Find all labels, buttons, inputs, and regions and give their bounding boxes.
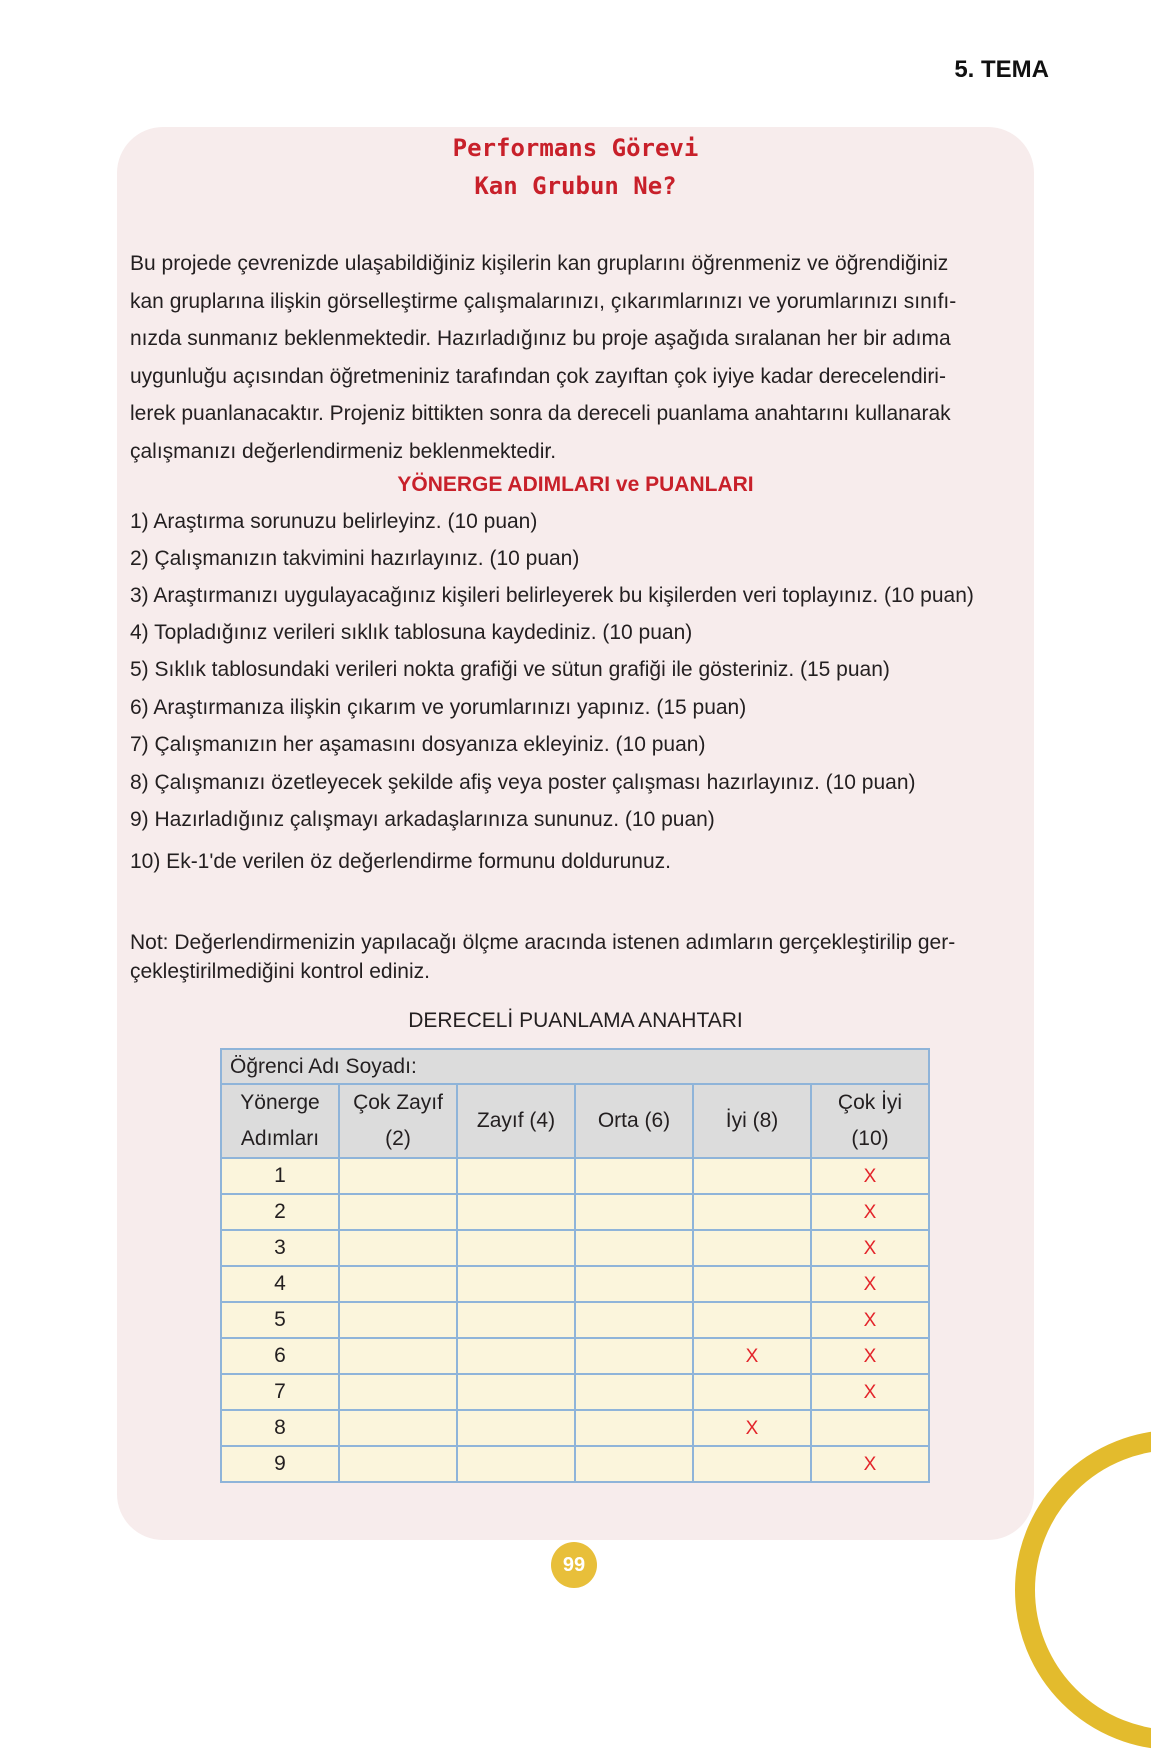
table-row	[221, 1266, 929, 1302]
check-mark: X	[863, 1346, 877, 1367]
score-cell	[811, 1194, 929, 1230]
score-cell	[575, 1230, 693, 1266]
score-cell	[575, 1194, 693, 1230]
score-cell	[575, 1266, 693, 1302]
score-cell	[457, 1446, 575, 1482]
score-cell	[693, 1410, 811, 1446]
score-cell	[693, 1266, 811, 1302]
score-cell	[811, 1266, 929, 1302]
header-cell	[457, 1084, 575, 1158]
step-item: 10) Ek-1'de verilen öz değerlendirme formunu doldurunuz.	[130, 850, 671, 873]
task-title: Performans Görevi	[452, 134, 699, 162]
score-cell	[457, 1158, 575, 1194]
score-cell	[575, 1374, 693, 1410]
note-line: Not: Değerlendirmenizin yapılacağı ölçme aracında istenen adımların gerçekleştirilip ger-	[130, 931, 956, 954]
header-line: (10)	[851, 1127, 889, 1150]
score-cell	[811, 1374, 929, 1410]
score-cell	[339, 1446, 457, 1482]
table-row	[221, 1230, 929, 1266]
header-line: Orta (6)	[597, 1109, 671, 1132]
header-line: Çok Zayıf	[353, 1091, 443, 1114]
rubric-table	[220, 1048, 930, 1483]
header-line: Çok İyi	[837, 1091, 903, 1114]
step-number-cell: 9	[221, 1446, 339, 1482]
paragraph-line: lerek puanlanacaktır. Projeniz bittikten sonra da dereceli puanlama anahtarını kullanarak	[130, 402, 951, 425]
score-cell	[339, 1194, 457, 1230]
table-row	[221, 1158, 929, 1194]
table-row	[221, 1410, 929, 1446]
intro-paragraph	[130, 245, 1026, 470]
step-number-cell: 3	[221, 1230, 339, 1266]
score-cell	[457, 1374, 575, 1410]
header-cell	[811, 1084, 929, 1158]
header-cell	[221, 1084, 339, 1158]
step-item: 6) Araştırmanıza ilişkin çıkarım ve yorumlarınızı yapınız. (15 puan)	[130, 696, 747, 719]
student-name-label: Öğrenci Adı Soyadı:	[221, 1049, 929, 1084]
score-cell	[339, 1410, 457, 1446]
step-item: 9) Hazırladığınız çalışmayı arkadaşlarınıza sununuz. (10 puan)	[130, 808, 715, 831]
student-name-row	[221, 1049, 929, 1084]
header-row	[221, 1084, 929, 1158]
check-mark: X	[863, 1202, 877, 1223]
check-mark: X	[863, 1454, 877, 1475]
score-cell	[693, 1158, 811, 1194]
check-mark: X	[745, 1418, 759, 1439]
page-number: 99	[551, 1542, 597, 1588]
paragraph-line: uygunluğu açısından öğretmeniniz tarafından çok zayıftan çok iyiye kadar derecelendiri-	[130, 364, 946, 388]
score-cell	[457, 1410, 575, 1446]
header-line: (2)	[385, 1127, 411, 1150]
score-cell	[457, 1338, 575, 1374]
score-cell	[693, 1302, 811, 1338]
score-cell	[575, 1446, 693, 1482]
step-number-cell: 4	[221, 1266, 339, 1302]
score-cell	[575, 1410, 693, 1446]
score-cell	[457, 1194, 575, 1230]
score-cell	[811, 1410, 929, 1446]
header-cell	[339, 1084, 457, 1158]
score-cell	[575, 1338, 693, 1374]
check-mark: X	[745, 1346, 759, 1367]
paragraph-line: Bu projede çevrenizde ulaşabildiğiniz kişilerin kan gruplarını öğrenmeniz ve öğrendiğiniz	[130, 252, 949, 275]
step-number-cell: 1	[221, 1158, 339, 1194]
step-number-cell: 2	[221, 1194, 339, 1230]
score-cell	[693, 1374, 811, 1410]
task-subtitle: Kan Grubun Ne?	[474, 172, 677, 200]
score-cell	[811, 1338, 929, 1374]
score-cell	[693, 1230, 811, 1266]
score-cell	[457, 1230, 575, 1266]
header-line: İyi (8)	[725, 1109, 779, 1132]
header-line: Zayıf (4)	[476, 1109, 556, 1132]
score-cell	[339, 1230, 457, 1266]
step-number-cell: 5	[221, 1302, 339, 1338]
table-row	[221, 1194, 929, 1230]
header-cell	[575, 1084, 693, 1158]
paragraph-line: kan gruplarına ilişkin görselleştirme çalışmalarınızı, çıkarımlarınızı ve yorumlarınızı sınıfı-	[130, 289, 957, 313]
check-mark: X	[863, 1274, 877, 1295]
note-text	[130, 928, 1030, 986]
table-row	[221, 1338, 929, 1374]
decorative-ring	[1015, 1430, 1151, 1750]
paragraph-line: çalışmanızı değerlendirmeniz beklenmektedir.	[130, 439, 557, 463]
score-cell	[575, 1158, 693, 1194]
score-cell	[811, 1446, 929, 1482]
score-cell	[339, 1338, 457, 1374]
step-item: 1) Araştırma sorunuzu belirleyinz. (10 puan)	[130, 510, 538, 533]
check-mark: X	[863, 1310, 877, 1331]
check-mark: X	[863, 1166, 877, 1187]
score-cell	[339, 1302, 457, 1338]
score-cell	[339, 1266, 457, 1302]
score-cell	[693, 1194, 811, 1230]
rubric-body	[221, 1158, 929, 1482]
section-label: 5. TEMA	[954, 56, 1049, 83]
header-cell	[693, 1084, 811, 1158]
score-cell	[339, 1158, 457, 1194]
score-cell	[693, 1446, 811, 1482]
table-row	[221, 1446, 929, 1482]
step-number-cell: 6	[221, 1338, 339, 1374]
table-row	[221, 1374, 929, 1410]
score-cell	[457, 1266, 575, 1302]
step-item: 5) Sıklık tablosundaki verileri nokta grafiği ve sütun grafiği ile gösteriniz. (15 puan)	[130, 658, 890, 681]
score-cell	[457, 1302, 575, 1338]
score-cell	[693, 1338, 811, 1374]
score-cell	[339, 1374, 457, 1410]
steps-heading: YÖNERGE ADIMLARI ve PUANLARI	[397, 473, 754, 496]
header-line: Yönerge	[240, 1091, 320, 1114]
step-item: 4) Topladığınız verileri sıklık tablosuna kaydediniz. (10 puan)	[130, 621, 693, 644]
check-mark: X	[863, 1238, 877, 1259]
score-cell	[575, 1302, 693, 1338]
table-row	[221, 1302, 929, 1338]
rubric-title: DERECELİ PUANLAMA ANAHTARI	[408, 1009, 743, 1032]
step-item: 2) Çalışmanızın takvimini hazırlayınız. (10 puan)	[130, 547, 580, 570]
step-item: 3) Araştırmanızı uygulayacağınız kişileri belirleyerek bu kişilerden veri toplayınız. (10 puan)	[130, 584, 974, 607]
paragraph-line: nızda sunmanız beklenmektedir. Hazırladığınız bu proje aşağıda sıralanan her bir adıma	[130, 327, 951, 350]
note-line: çekleştirilmediğini kontrol ediniz.	[130, 960, 430, 983]
check-mark: X	[863, 1382, 877, 1403]
step-item: 8) Çalışmanızı özetleyecek şekilde afiş veya poster çalışması hazırlayınız. (10 puan)	[130, 771, 916, 794]
step-number-cell: 8	[221, 1410, 339, 1446]
score-cell	[811, 1158, 929, 1194]
score-cell	[811, 1302, 929, 1338]
step-number-cell: 7	[221, 1374, 339, 1410]
score-cell	[811, 1230, 929, 1266]
header-line: Adımları	[240, 1127, 320, 1150]
step-item: 7) Çalışmanızın her aşamasını dosyanıza ekleyiniz. (10 puan)	[130, 733, 706, 756]
